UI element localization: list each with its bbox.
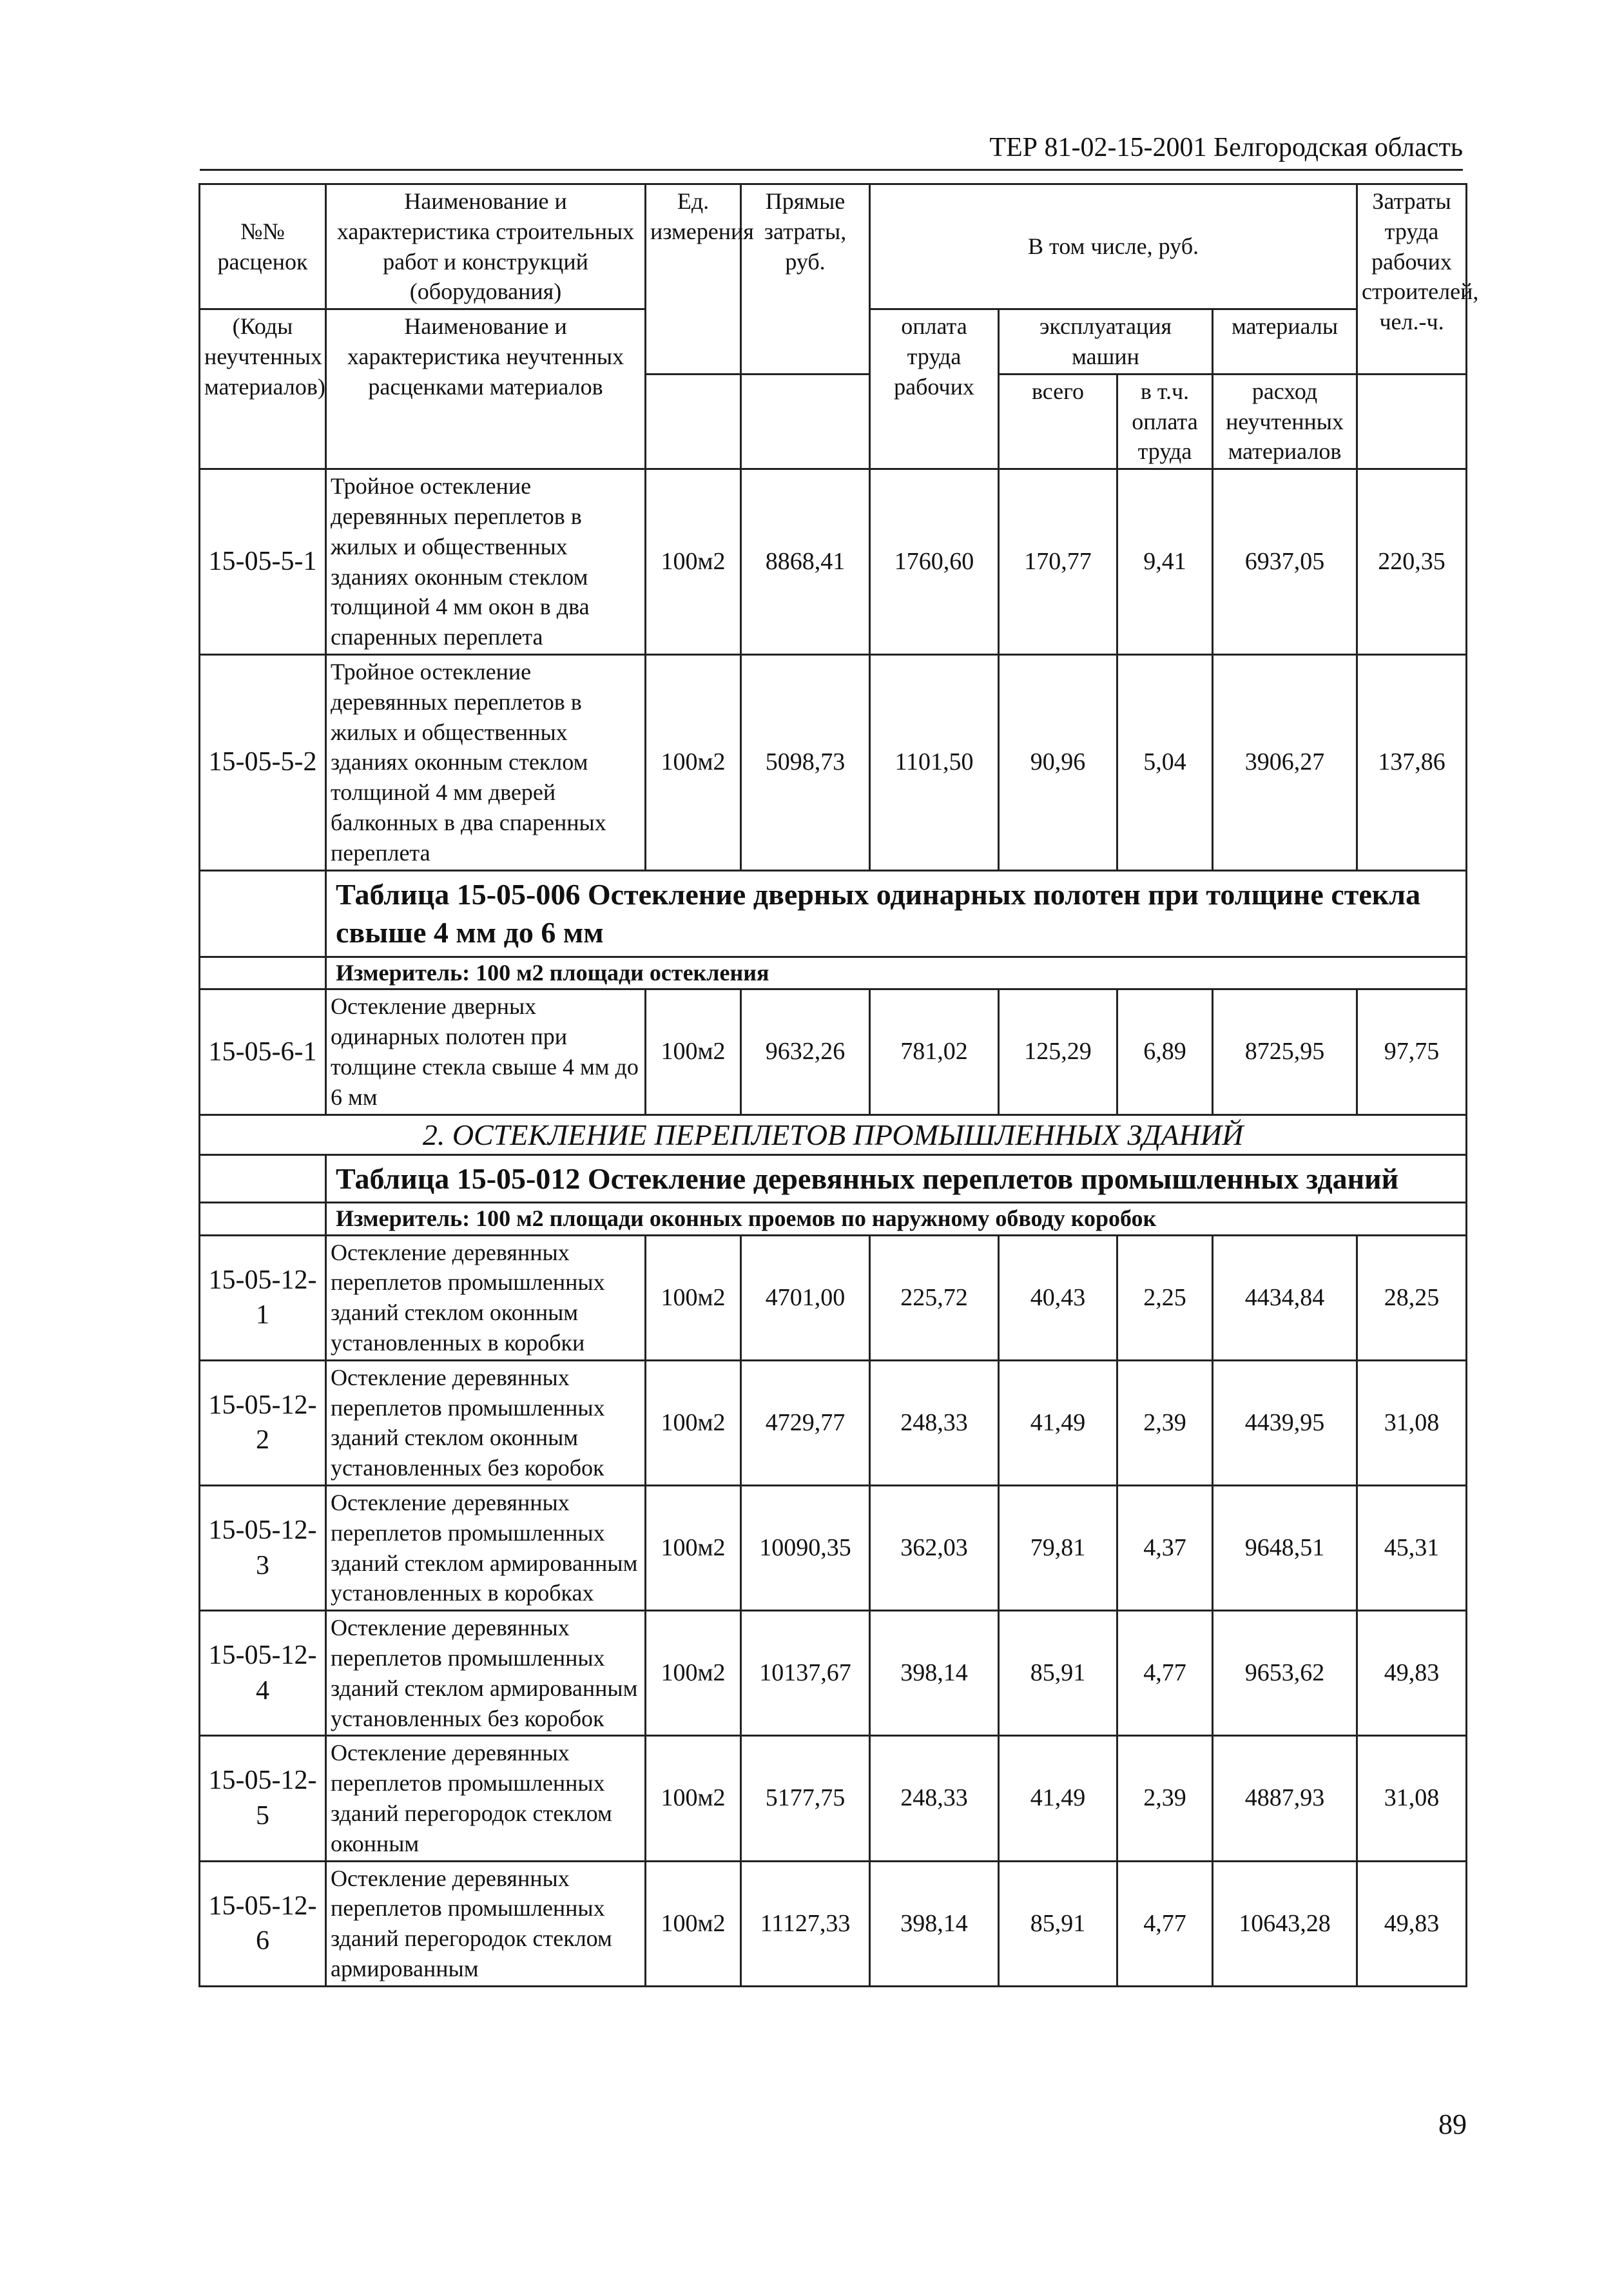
labor-pay-cell: 248,33: [870, 1736, 999, 1861]
table-006-meter: Измеритель: 100 м2 площади остекления: [326, 957, 1467, 989]
table-row: [200, 1611, 1467, 1736]
materials-cell: 8725,95: [1213, 989, 1357, 1115]
materials-cell: 9648,51: [1213, 1486, 1357, 1611]
col-mat-unacc-header: расход неучтенных материалов: [1213, 374, 1357, 469]
labor-pay-cell: 362,03: [870, 1486, 999, 1611]
machines-total-cell: 40,43: [999, 1235, 1117, 1360]
unit-cell: 100м2: [646, 1235, 741, 1360]
table-012-meter: Измеритель: 100 м2 площади оконных проемов по наружному обводу коробок: [326, 1203, 1467, 1235]
machines-labor-cell: 2,39: [1117, 1736, 1213, 1861]
materials-cell: 10643,28: [1213, 1861, 1357, 1986]
machines-labor-cell: 2,25: [1117, 1235, 1213, 1360]
rate-name-cell: Тройное остекление деревянных переплетов в жилых и общественных зданиях оконным стеклом толщиной 4 мм окон в два спаренных переплета: [326, 469, 646, 655]
labor-hours-cell: 31,08: [1357, 1360, 1467, 1485]
unit-cell: 100м2: [646, 469, 741, 655]
col-name-header: Наименование и характеристика строительных работ и конструкций (оборудования): [326, 184, 646, 309]
col-code2-header: (Коды неучтенных материалов): [200, 309, 326, 469]
labor-hours-cell: 31,08: [1357, 1736, 1467, 1861]
rate-name-cell: Остекление деревянных переплетов промышленных зданий стеклом армированным установленных без коробок: [326, 1611, 646, 1736]
section-2-row: [200, 1115, 1467, 1154]
materials-cell: 4439,95: [1213, 1360, 1357, 1485]
labor-pay-cell: 398,14: [870, 1861, 999, 1986]
rate-name-cell: Остекление деревянных переплетов промышленных зданий перегородок стеклом оконным: [326, 1736, 646, 1861]
rates-table: [198, 183, 1479, 1987]
direct-cost-cell: 4701,00: [741, 1235, 870, 1360]
table-012-title: Таблица 15-05-012 Остекление деревянных переплетов промышленных зданий: [326, 1154, 1467, 1203]
machines-total-cell: 170,77: [999, 469, 1117, 655]
labor-pay-cell: 398,14: [870, 1611, 999, 1736]
blank-hours: [1357, 374, 1467, 469]
direct-cost-cell: 5098,73: [741, 654, 870, 870]
machines-labor-cell: 4,77: [1117, 1861, 1213, 1986]
rate-code-cell: 15-05-12-1: [200, 1235, 326, 1360]
table-row: [200, 654, 1467, 870]
materials-cell: 6937,05: [1213, 469, 1357, 655]
machines-total-cell: 125,29: [999, 989, 1117, 1115]
machines-total-cell: 41,49: [999, 1360, 1117, 1485]
rate-code-cell: 15-05-12-3: [200, 1486, 326, 1611]
table-row: [200, 1861, 1467, 1986]
col-materials-header: материалы: [1213, 309, 1357, 375]
col-hours-header: Затраты труда рабочих строителей, чел.-ч.: [1357, 184, 1467, 375]
unit-cell: 100м2: [646, 1861, 741, 1986]
table-row: [200, 989, 1467, 1115]
rate-code-cell: 15-05-5-2: [200, 654, 326, 870]
labor-hours-cell: 49,83: [1357, 1861, 1467, 1986]
table-row: [200, 1235, 1467, 1360]
labor-hours-cell: 45,31: [1357, 1486, 1467, 1611]
unit-cell: 100м2: [646, 1486, 741, 1611]
col-incl-header: В том числе, руб.: [870, 184, 1357, 309]
col-unit-header: Ед. измерения: [646, 184, 741, 375]
table-row: [200, 1736, 1467, 1861]
materials-cell: 9653,62: [1213, 1611, 1357, 1736]
machines-total-cell: 79,81: [999, 1486, 1117, 1611]
rate-name-cell: Остекление деревянных переплетов промышленных зданий стеклом оконным установленных в коробки: [326, 1235, 646, 1360]
unit-cell: 100м2: [646, 1360, 741, 1485]
unit-cell: 100м2: [646, 654, 741, 870]
direct-cost-cell: 10137,67: [741, 1611, 870, 1736]
table-row: [200, 1360, 1467, 1485]
header-row-1: [200, 184, 1467, 309]
labor-pay-cell: 225,72: [870, 1235, 999, 1360]
direct-cost-cell: 5177,75: [741, 1736, 870, 1861]
col-machines-header: эксплуатация машин: [999, 309, 1213, 375]
labor-hours-cell: 137,86: [1357, 654, 1467, 870]
table-012-meter-row: [200, 1203, 1467, 1235]
materials-cell: 4887,93: [1213, 1736, 1357, 1861]
labor-pay-cell: 781,02: [870, 989, 999, 1115]
col-direct-header: Прямые затраты, руб.: [741, 184, 870, 375]
labor-hours-cell: 28,25: [1357, 1235, 1467, 1360]
labor-hours-cell: 49,83: [1357, 1611, 1467, 1736]
table-006-title: Таблица 15-05-006 Остекление дверных одинарных полотен при толщине стекла свыше 4 мм до 6 мм: [326, 870, 1467, 957]
direct-cost-cell: 4729,77: [741, 1360, 870, 1485]
table-row: [200, 1486, 1467, 1611]
col-code-header: №№ расценок: [200, 184, 326, 309]
labor-hours-cell: 97,75: [1357, 989, 1467, 1115]
labor-hours-cell: 220,35: [1357, 469, 1467, 655]
machines-labor-cell: 6,89: [1117, 989, 1213, 1115]
unit-cell: 100м2: [646, 1736, 741, 1861]
machines-total-cell: 85,91: [999, 1611, 1117, 1736]
col-mach-total-header: всего: [999, 374, 1117, 469]
col-labor-header: оплата труда рабочих: [870, 309, 999, 469]
rate-code-cell: 15-05-6-1: [200, 989, 326, 1115]
page-header: ТЕР 81-02-15-2001 Белгородская область: [200, 126, 1463, 171]
rate-name-cell: Остекление дверных одинарных полотен при толщине стекла свыше 4 мм до 6 мм: [326, 989, 646, 1115]
rate-code-cell: 15-05-12-2: [200, 1360, 326, 1485]
table-012-title-row: [200, 1154, 1467, 1203]
rate-name-cell: Остекление деревянных переплетов промышленных зданий перегородок стеклом армированным: [326, 1861, 646, 1986]
rate-code-cell: 15-05-5-1: [200, 469, 326, 655]
machines-labor-cell: 9,41: [1117, 469, 1213, 655]
machines-labor-cell: 4,77: [1117, 1611, 1213, 1736]
direct-cost-cell: 8868,41: [741, 469, 870, 655]
direct-cost-cell: 9632,26: [741, 989, 870, 1115]
table-row: [200, 469, 1467, 655]
col-name2-header: Наименование и характеристика неучтенных расценками материалов: [326, 309, 646, 469]
labor-pay-cell: 1760,60: [870, 469, 999, 655]
materials-cell: 3906,27: [1213, 654, 1357, 870]
machines-total-cell: 90,96: [999, 654, 1117, 870]
rate-name-cell: Тройное остекление деревянных переплетов в жилых и общественных зданиях оконным стеклом толщиной 4 мм дверей балконных в два спаренных переплета: [326, 654, 646, 870]
labor-pay-cell: 1101,50: [870, 654, 999, 870]
page-number: 89: [1438, 2108, 1467, 2140]
rate-name-cell: Остекление деревянных переплетов промышленных зданий стеклом оконным установленных без коробок: [326, 1360, 646, 1485]
blank-direct: [741, 374, 870, 469]
col-mach-labor-header: в т.ч. оплата труда: [1117, 374, 1213, 469]
rate-name-cell: Остекление деревянных переплетов промышленных зданий стеклом армированным установленных в коробках: [326, 1486, 646, 1611]
table-006-meter-row: [200, 957, 1467, 989]
unit-cell: 100м2: [646, 1611, 741, 1736]
machines-labor-cell: 4,37: [1117, 1486, 1213, 1611]
rate-code-cell: 15-05-12-4: [200, 1611, 326, 1736]
table-006-title-row: [200, 870, 1467, 957]
direct-cost-cell: 10090,35: [741, 1486, 870, 1611]
labor-pay-cell: 248,33: [870, 1360, 999, 1485]
blank-unit: [646, 374, 741, 469]
section-2-title: 2. ОСТЕКЛЕНИЕ ПЕРЕПЛЕТОВ ПРОМЫШЛЕННЫХ ЗДАНИЙ: [200, 1115, 1467, 1154]
rate-code-cell: 15-05-12-6: [200, 1861, 326, 1986]
machines-labor-cell: 5,04: [1117, 654, 1213, 870]
direct-cost-cell: 11127,33: [741, 1861, 870, 1986]
machines-labor-cell: 2,39: [1117, 1360, 1213, 1485]
rate-code-cell: 15-05-12-5: [200, 1736, 326, 1861]
materials-cell: 4434,84: [1213, 1235, 1357, 1360]
unit-cell: 100м2: [646, 989, 741, 1115]
machines-total-cell: 41,49: [999, 1736, 1117, 1861]
machines-total-cell: 85,91: [999, 1861, 1117, 1986]
